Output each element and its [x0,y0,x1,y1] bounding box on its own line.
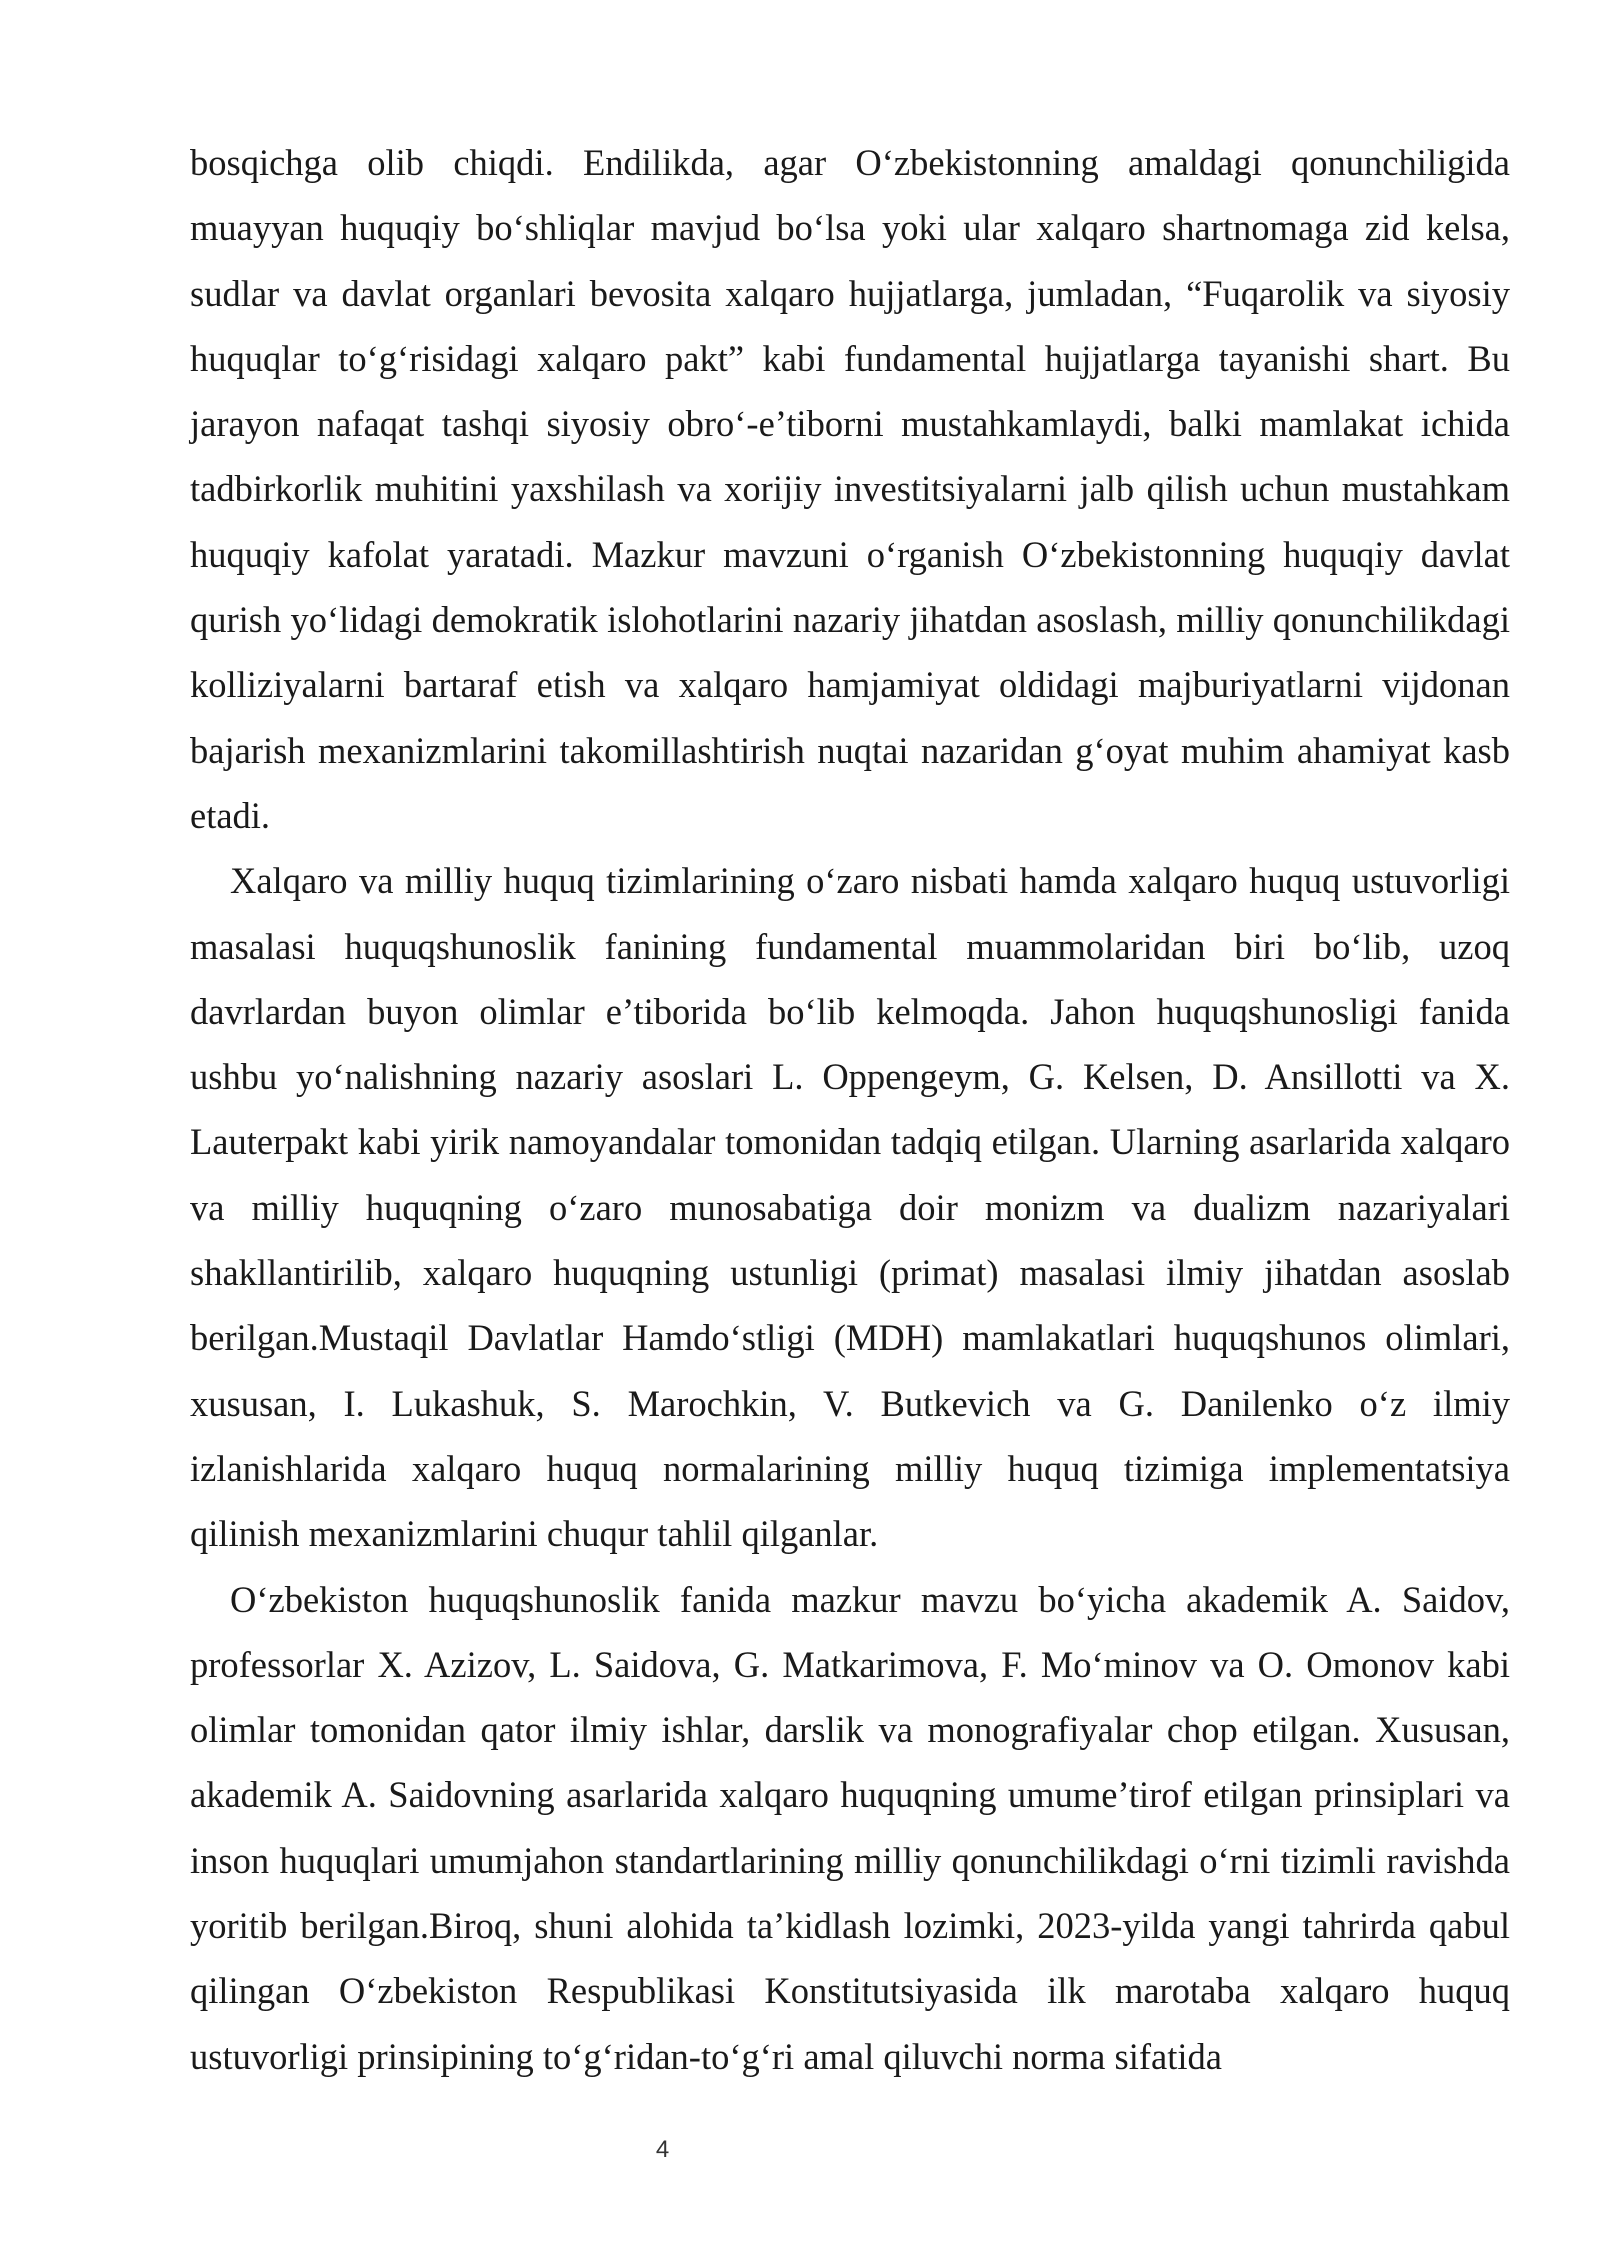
page-number: 4 [655,2136,670,2163]
paragraph-1: bosqichga olib chiqdi. Endilikda, agar O‘zbekistonning amaldagi qonunchiligida muayyan huquqiy bo‘shliqlar mavjud bo‘lsa yoki ular xalqaro shartnomaga zid kelsa, sudlar va davlat organlari bevosita xalqaro hujjatlarga, jumladan, “Fuqarolik va siyosiy huquqlar to‘g‘risidagi xalqaro pakt” kabi fundamental hujjatlarga tayanishi shart. Bu jarayon nafaqat tashqi siyosiy obro‘-e’tiborni mustahkamlaydi, balki mamlakat ichida tadbirkorlik muhitini yaxshilash va xorijiy investitsiyalarni jalb qilish uchun mustahkam huquqiy kafolat yaratadi. Mazkur mavzuni o‘rganish O‘zbekistonning huquqiy davlat qurish yo‘lidagi demokratik islohotlarini nazariy jihatdan asoslash, milliy qonunchilikdagi kolliziyalarni bartaraf etish va xalqaro hamjamiyat oldidagi majburiyatlarni vijdonan bajarish mexanizmlarini takomillashtirish nuqtai nazaridan g‘oyat muhim ahamiyat kasb etadi. [190,142,1510,836]
paragraph-3: O‘zbekiston huquqshunoslik fanida mazkur mavzu bo‘yicha akademik A. Saidov, professorlar X. Azizov, L. Saidova, G. Matkarimova, F. Mo‘minov va O. Omonov kabi olimlar tomonidan qator ilmiy ishlar, darslik va monografiyalar chop etilgan. Xususan, akademik A. Saidovning asarlarida xalqaro huquqning umume’tirof etilgan prinsiplari va inson huquqlari umumjahon standartlarining milliy qonunchilikdagi o‘rni tizimli ravishda yoritib berilgan.Biroq, shuni alohida ta’kidlash lozimki, 2023-yilda yangi tahrirda qabul qilingan O‘zbekiston Respublikasi Konstitutsiyasida ilk marotaba xalqaro huquq ustuvorligi prinsipining to‘g‘ridan-to‘g‘ri amal qiluvchi norma sifatida [190,1578,1510,2077]
document-body [190,130,1510,2089]
paragraph-2: Xalqaro va milliy huquq tizimlarining o‘zaro nisbati hamda xalqaro huquq ustuvorligi masalasi huquqshunoslik fanining fundamental muammolaridan biri bo‘lib, uzoq davrlardan buyon olimlar e’tiborida bo‘lib kelmoqda. Jahon huquqshunosligi fanida ushbu yo‘nalishning nazariy asoslari L. Oppengeym, G. Kelsen, D. Ansillotti va X. Lauterpakt kabi yirik namoyandalar tomonidan tadqiq etilgan. Ularning asarlarida xalqaro va milliy huquqning o‘zaro munosabatiga doir monizm va dualizm nazariyalari shakllantirilib, xalqaro huquqning ustunligi (primat) masalasi ilmiy jihatdan asoslab berilgan.Mustaqil Davlatlar Hamdo‘stligi (MDH) mamlakatlari huquqshunos olimlari, xususan, I. Lukashuk, S. Marochkin, V. Butkevich va G. Danilenko o‘z ilmiy izlanishlarida xalqaro huquq normalarining milliy huquq tizimiga implementatsiya qilinish mexanizmlarini chuqur tahlil qilganlar. [190,860,1510,1555]
